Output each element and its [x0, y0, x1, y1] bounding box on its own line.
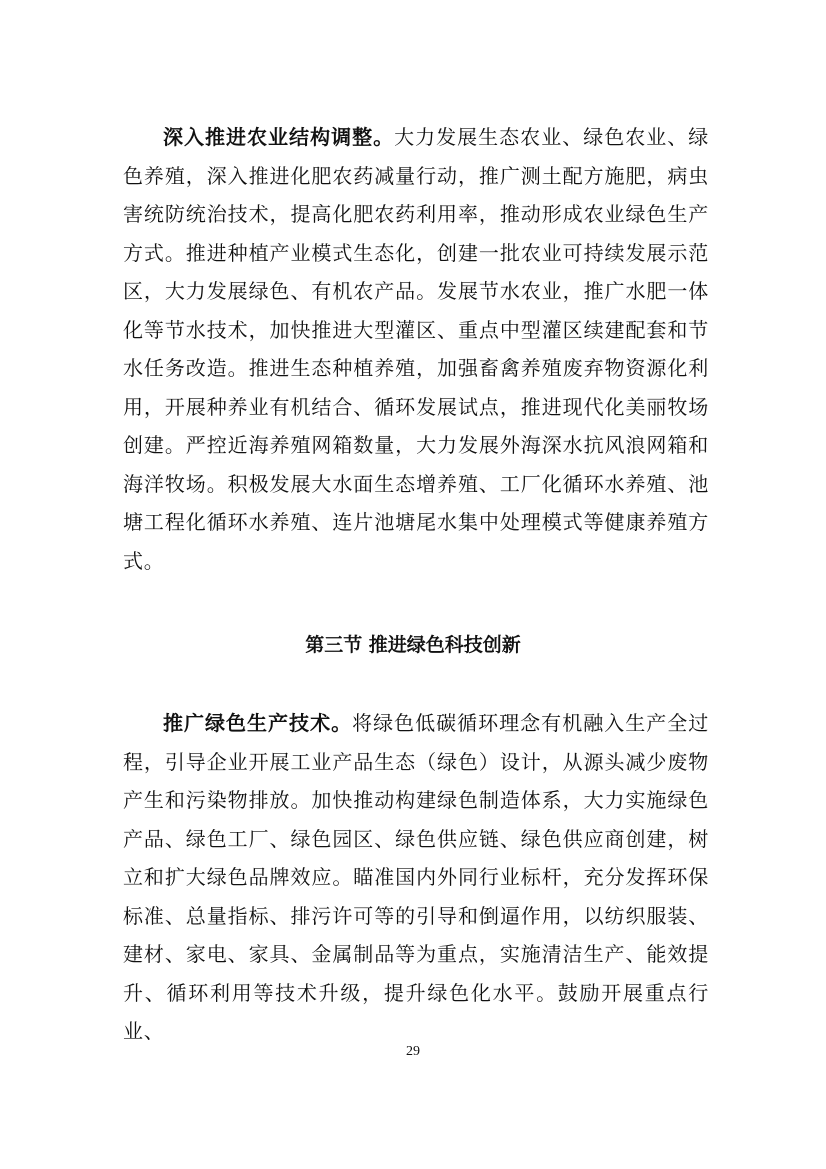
paragraph-lead-heading: 推广绿色生产技术。 — [163, 711, 353, 735]
paragraph-body-text: 大力发展生态农业、绿色农业、绿色养殖，深入推进化肥农药减量行动，推广测土配方施肥，病虫害统防统治技术，提高化肥农药利用率，推动形成农业绿色生产方式。推进种植产业模式生态化，创建一批农业可持续发展示范区，大力发展绿色、有机农产品。发展节水农业，推广水肥一体化等节水技术，加快推进大型灌区、重点中型灌区续建配套和节水任务改造。推进生态种植养殖，加强畜禽养殖废弃物资源化利用，开展种养业有机结合、循环发展试点，推进现代化美丽牧场创建。严控近海养殖网箱数量，大力发展外海深水抗风浪网箱和海洋牧场。积极发展大水面生态增养殖、工厂化循环水养殖、池塘工程化循环水养殖、连片池塘尾水集中处理模式等健康养殖方式。 — [123, 125, 710, 573]
section-title: 第三节 推进绿色科技创新 — [305, 634, 521, 656]
paragraph-body-text: 将绿色低碳循环理念有机融入生产全过程，引导企业开展工业产品生态（绿色）设计，从源头减少废物产生和污染物排放。加快推动构建绿色制造体系，大力实施绿色产品、绿色工厂、绿色园区、绿色供应链、绿色供应商创建，树立和扩大绿色品牌效应。瞄准国内外同行业标杆，充分发挥环保标准、总量指标、排污许可等的引导和倒逼作用，以纺织服装、建材、家电、家具、金属制品等为重点，实施清洁生产、能效提升、循环利用等技术升级，提升绿色化水平。鼓励开展重点行业、 — [123, 711, 710, 1043]
paragraph-lead-heading: 深入推进农业结构调整。 — [163, 125, 395, 149]
paragraph-agriculture-structure — [123, 118, 709, 580]
page-number: 29 — [406, 1044, 420, 1059]
paragraph-green-production — [123, 704, 709, 1051]
